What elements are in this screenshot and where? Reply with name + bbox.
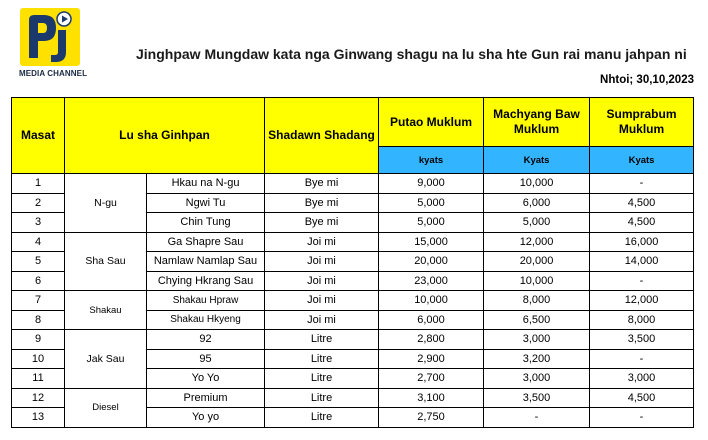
price-putao: 2,750 bbox=[379, 408, 484, 428]
item-name: Namlaw Namlap Sau bbox=[147, 252, 265, 272]
item-unit: Litre bbox=[265, 408, 379, 428]
header-machyang: Machyang Baw Muklum bbox=[484, 98, 590, 147]
price-sumprabum: 4,500 bbox=[590, 213, 694, 233]
price-putao: 6,000 bbox=[379, 310, 484, 330]
logo-subtitle: MEDIA CHANNEL bbox=[18, 69, 88, 78]
price-putao: 2,900 bbox=[379, 349, 484, 369]
price-putao: 5,000 bbox=[379, 213, 484, 233]
price-sumprabum: 14,000 bbox=[590, 252, 694, 272]
item-unit: Joi mi bbox=[265, 232, 379, 252]
pj-logo-icon bbox=[20, 8, 80, 66]
price-machyang: 8,000 bbox=[484, 291, 590, 311]
price-machyang: 6,500 bbox=[484, 310, 590, 330]
row-number: 11 bbox=[12, 369, 65, 389]
table-row bbox=[12, 174, 694, 194]
price-machyang: 3,500 bbox=[484, 388, 590, 408]
header-putao: Putao Muklum bbox=[379, 98, 484, 147]
row-number: 3 bbox=[12, 213, 65, 233]
price-putao: 15,000 bbox=[379, 232, 484, 252]
item-unit: Litre bbox=[265, 349, 379, 369]
item-unit: Litre bbox=[265, 388, 379, 408]
page-title: Jinghpaw Mungdaw kata nga Ginwang shagu na lu sha hte Gun rai manu jahpan ni bbox=[136, 46, 687, 62]
item-unit: Litre bbox=[265, 330, 379, 350]
table-row bbox=[12, 232, 694, 252]
header-masat: Masat bbox=[12, 98, 65, 174]
item-unit: Bye mi bbox=[265, 193, 379, 213]
header-sumprabum: Sumprabum Muklum bbox=[590, 98, 694, 147]
price-sumprabum: 8,000 bbox=[590, 310, 694, 330]
row-number: 10 bbox=[12, 349, 65, 369]
header-shadawn: Shadawn Shadang bbox=[265, 98, 379, 174]
item-name: Yo yo bbox=[147, 408, 265, 428]
table-row bbox=[12, 330, 694, 350]
group-label: Sha Sau bbox=[65, 232, 147, 291]
header-lusha: Lu sha Ginhpan bbox=[65, 98, 265, 174]
price-putao: 20,000 bbox=[379, 252, 484, 272]
group-label: N-gu bbox=[65, 174, 147, 233]
item-name: Shakau Hpraw bbox=[147, 291, 265, 311]
price-sumprabum: - bbox=[590, 174, 694, 194]
item-name: 95 bbox=[147, 349, 265, 369]
price-sumprabum: 12,000 bbox=[590, 291, 694, 311]
item-unit: Joi mi bbox=[265, 291, 379, 311]
item-unit: Joi mi bbox=[265, 252, 379, 272]
price-putao: 3,100 bbox=[379, 388, 484, 408]
unit-putao: kyats bbox=[379, 147, 484, 174]
group-label: Jak Sau bbox=[65, 330, 147, 389]
price-sumprabum: - bbox=[590, 271, 694, 291]
price-putao: 10,000 bbox=[379, 291, 484, 311]
price-sumprabum: 16,000 bbox=[590, 232, 694, 252]
item-unit: Joi mi bbox=[265, 271, 379, 291]
price-machyang: 5,000 bbox=[484, 213, 590, 233]
price-machyang: 12,000 bbox=[484, 232, 590, 252]
row-number: 6 bbox=[12, 271, 65, 291]
price-sumprabum: 4,500 bbox=[590, 193, 694, 213]
price-machyang: 3,000 bbox=[484, 330, 590, 350]
price-machyang: 3,000 bbox=[484, 369, 590, 389]
item-name: Premium bbox=[147, 388, 265, 408]
report-date: Nhtoi; 30,10,2023 bbox=[600, 74, 694, 86]
row-number: 9 bbox=[12, 330, 65, 350]
price-machyang: 20,000 bbox=[484, 252, 590, 272]
unit-sumprabum: Kyats bbox=[590, 147, 694, 174]
item-name: Shakau Hkyeng bbox=[147, 310, 265, 330]
item-name: Hkau na N-gu bbox=[147, 174, 265, 194]
price-sumprabum: 4,500 bbox=[590, 388, 694, 408]
price-putao: 2,800 bbox=[379, 330, 484, 350]
row-number: 12 bbox=[12, 388, 65, 408]
item-name: Chin Tung bbox=[147, 213, 265, 233]
unit-machyang: Kyats bbox=[484, 147, 590, 174]
item-name: 92 bbox=[147, 330, 265, 350]
price-putao: 5,000 bbox=[379, 193, 484, 213]
item-name: Ga Shapre Sau bbox=[147, 232, 265, 252]
group-label: Diesel bbox=[65, 388, 147, 427]
price-putao: 23,000 bbox=[379, 271, 484, 291]
item-name: Yo Yo bbox=[147, 369, 265, 389]
row-number: 4 bbox=[12, 232, 65, 252]
logo-mark bbox=[20, 8, 80, 66]
price-sumprabum: - bbox=[590, 349, 694, 369]
row-number: 7 bbox=[12, 291, 65, 311]
item-name: Ngwi Tu bbox=[147, 193, 265, 213]
row-number: 2 bbox=[12, 193, 65, 213]
item-name: Chying Hkrang Sau bbox=[147, 271, 265, 291]
item-unit: Litre bbox=[265, 369, 379, 389]
price-machyang: 10,000 bbox=[484, 271, 590, 291]
price-sumprabum: - bbox=[590, 408, 694, 428]
price-machyang: 6,000 bbox=[484, 193, 590, 213]
table-row bbox=[12, 388, 694, 408]
item-unit: Bye mi bbox=[265, 213, 379, 233]
price-sumprabum: 3,500 bbox=[590, 330, 694, 350]
row-number: 13 bbox=[12, 408, 65, 428]
row-number: 8 bbox=[12, 310, 65, 330]
price-putao: 2,700 bbox=[379, 369, 484, 389]
logo bbox=[16, 8, 88, 82]
item-unit: Bye mi bbox=[265, 174, 379, 194]
price-table bbox=[11, 97, 694, 428]
price-machyang: 3,200 bbox=[484, 349, 590, 369]
row-number: 5 bbox=[12, 252, 65, 272]
table-row bbox=[12, 291, 694, 311]
price-machyang: - bbox=[484, 408, 590, 428]
group-label: Shakau bbox=[65, 291, 147, 330]
price-putao: 9,000 bbox=[379, 174, 484, 194]
price-sumprabum: 3,000 bbox=[590, 369, 694, 389]
item-unit: Joi mi bbox=[265, 310, 379, 330]
row-number: 1 bbox=[12, 174, 65, 194]
price-machyang: 10,000 bbox=[484, 174, 590, 194]
